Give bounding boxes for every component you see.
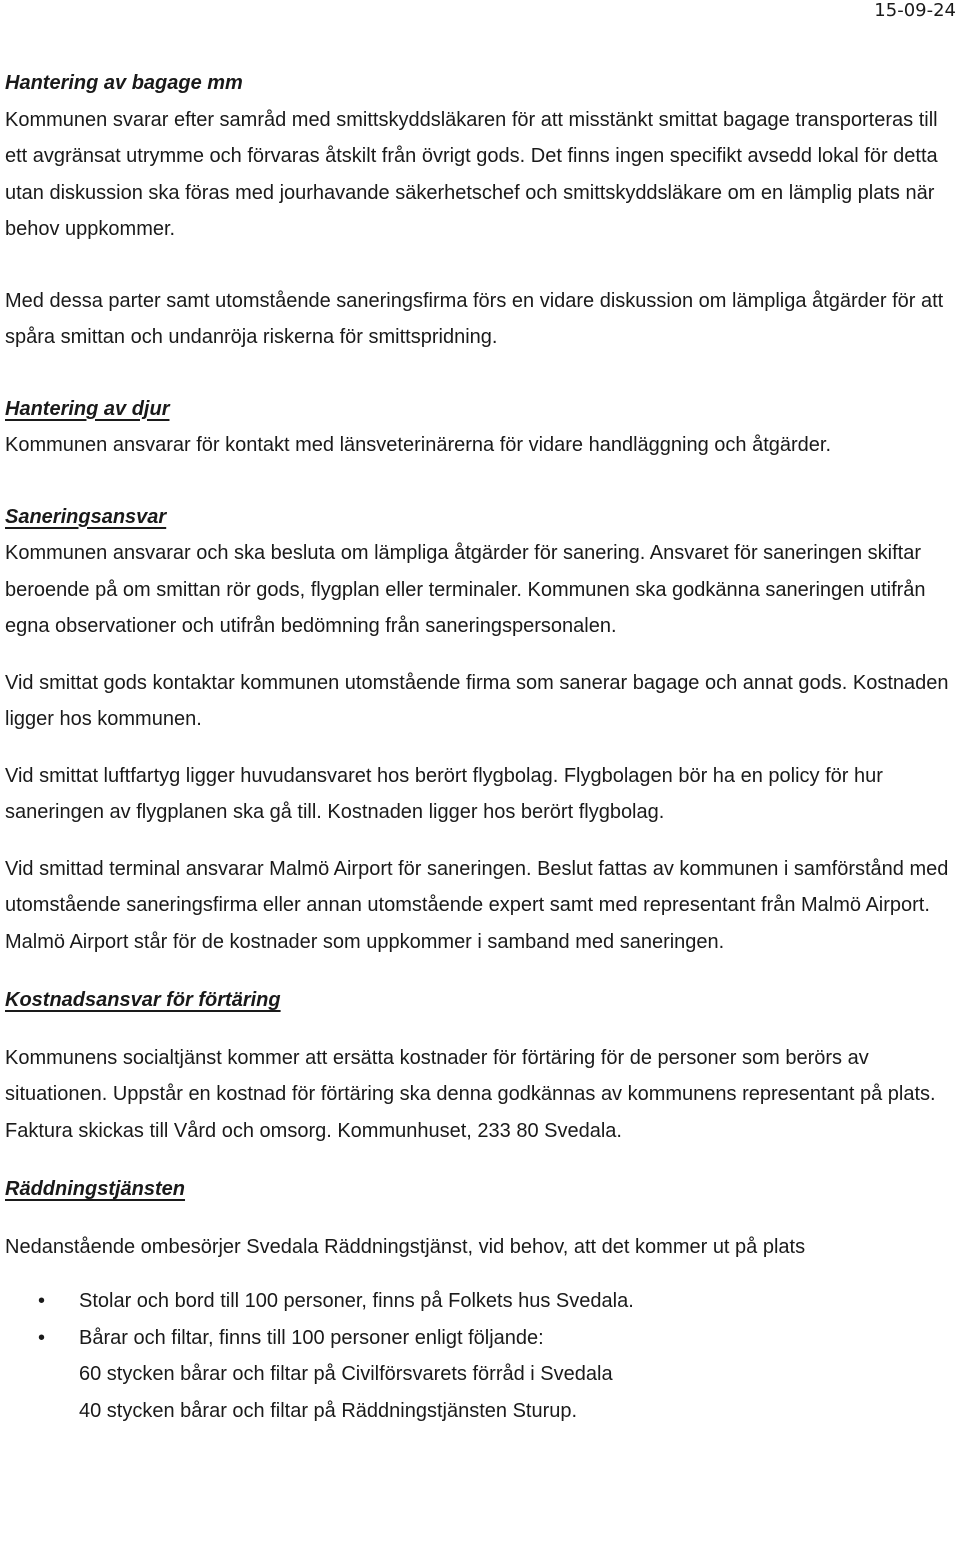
sanering-paragraph-3: Vid smittat luftfartyg ligger huvudansvaret hos berört flygbolag. Flygbolagen bör ha en policy för hur saneringen av flygplanen ska gå till. Kostnaden ligger hos berört flygbolag. [5,764,883,823]
list-item-text: Bårar och filtar, finns till 100 personer enligt följande: [79,1326,544,1349]
section-bagage [5,65,957,356]
section-djur [5,391,957,464]
document-body [5,65,957,1429]
section-heading-raddning: Räddningstjänsten [5,1178,186,1200]
section-heading-bagage: Hantering av bagage mm [5,72,243,94]
sanering-paragraph-1: Kommunen ansvarar och ska besluta om lämpliga åtgärder för sanering. Ansvaret för saneringen skiftar beroende på om smittan rör gods, flygplan eller terminaler. Kommunen ska godkänna saneringen utifrån egna observationer och utifrån bedömning från saneringspersonalen. [5,542,926,637]
raddning-paragraph-1: Nedanstående ombesörjer Svedala Räddningstjänst, vid behov, att det kommer ut på plats [5,1235,806,1258]
sanering-paragraph-2: Vid smittat gods kontaktar kommunen utomstående firma som sanerar bagage och annat gods. Kostnaden ligger hos kommunen. [5,671,949,730]
bagage-paragraph-2: Med dessa parter samt utomstående saneringsfirma förs en vidare diskussion om lämpliga åtgärder för att spåra smittan och undanröja riskerna för smittspridning. [5,289,944,348]
section-sanering [5,499,957,961]
list-item-subline: 40 stycken bårar och filtar på Räddningstjänsten Sturup. [79,1399,578,1422]
bagage-paragraph-1: Kommunen svarar efter samråd med smittskyddsläkaren för att misstänkt smittat bagage transporteras till ett avgränsat utrymme och förvaras åtskilt från övrigt gods. Det finns ingen specifikt avsedd lokal för detta utan diskussion ska föras med jourhavande säkerhetschef och smittskyddsläkare om en lämplig plats när behov uppkommer. [5,108,938,240]
list-item-subline: 60 stycken bårar och filtar på Civilförsvarets förråd i Svedala [79,1363,613,1385]
section-fortaring [5,982,957,1149]
list-item [5,1283,957,1320]
section-heading-sanering: Saneringsansvar [5,505,167,528]
bullet-icon: • [38,1326,46,1349]
section-heading-djur: Hantering av djur [5,397,170,420]
fortaring-paragraph-1: Kommunens socialtjänst kommer att ersätta kostnader för förtäring för de personer som berörs av situationen. Uppstår en kostnad för förtäring ska denna godkännas av kommunens representant på plats. Faktura skickas till Vård och omsorg. Kommunhuset, 233 80 Svedala. [5,1046,936,1142]
list-item [5,1320,957,1430]
djur-paragraph-1: Kommunen ansvarar för kontakt med länsveterinärerna för vidare handläggning och åtgärder. [5,434,832,456]
list-item-text: Stolar och bord till 100 personer, finns på Folkets hus Svedala. [79,1290,634,1312]
sanering-paragraph-4: Vid smittad terminal ansvarar Malmö Airport för saneringen. Beslut fattas av kommunen i samförstånd med utomstående saneringsfirma eller annan utomstående expert samt med representant från Malmö Airport. Malmö Airport står för de kostnader som uppkommer i samband med saneringen. [5,857,949,953]
page-date: 15-09-24 [874,0,956,21]
section-heading-fortaring: Kostnadsansvar för förtäring [5,989,281,1011]
bullet-icon: • [38,1290,46,1312]
section-raddning [5,1171,957,1429]
raddning-bullet-list [5,1283,957,1429]
